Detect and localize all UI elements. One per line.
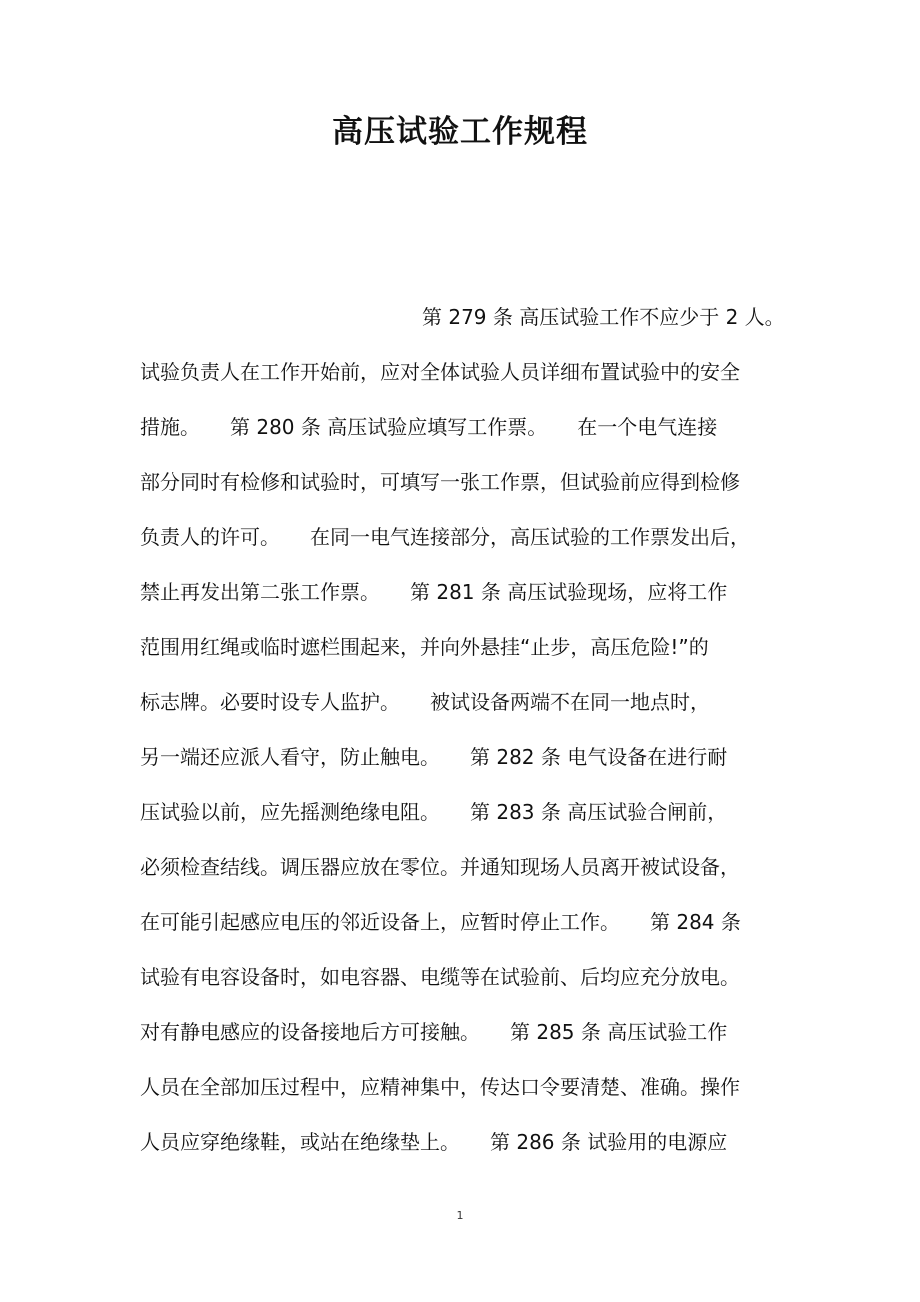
body-line: 人员在全部加压过程中，应精神集中，传达口令要清楚、准确。操作 (140, 1075, 740, 1099)
body-line: 措施。 第 280 条 高压试验应填写工作票。 在一个电气连接 (140, 415, 718, 439)
body-line: 负责人的许可。 在同一电气连接部分，高压试验的工作票发出后， (140, 525, 750, 549)
body-line: 第 279 条 高压试验工作不应少于 2 人。 (422, 305, 785, 329)
body-line: 必须检查结线。调压器应放在零位。并通知现场人员离开被试设备， (140, 855, 740, 879)
body-line: 标志牌。必要时设专人监护。 被试设备两端不在同一地点时， (140, 690, 710, 714)
page-number: 1 (456, 1209, 464, 1222)
document-title: 高压试验工作规程 (332, 114, 588, 150)
body-line: 试验负责人在工作开始前，应对全体试验人员详细布置试验中的安全 (140, 360, 740, 384)
body-line: 范围用红绳或临时遮栏围起来，并向外悬挂“止步，高压危险!”的 (140, 635, 709, 659)
body-line: 禁止再发出第二张工作票。 第 281 条 高压试验现场，应将工作 (140, 580, 728, 604)
body-line: 部分同时有检修和试验时，可填写一张工作票，但试验前应得到检修 (140, 470, 740, 494)
body-line: 试验有电容设备时，如电容器、电缆等在试验前、后均应充分放电。 (140, 965, 740, 989)
body-line: 人员应穿绝缘鞋，或站在绝缘垫上。 第 286 条 试验用的电源应 (140, 1130, 728, 1154)
body-line: 在可能引起感应电压的邻近设备上，应暂时停止工作。 第 284 条 (140, 910, 741, 934)
body-line: 对有静电感应的设备接地后方可接触。 第 285 条 高压试验工作 (140, 1020, 728, 1044)
body-line: 另一端还应派人看守，防止触电。 第 282 条 电气设备在进行耐 (140, 745, 728, 769)
body-line: 压试验以前，应先摇测绝缘电阻。 第 283 条 高压试验合闸前， (140, 800, 728, 824)
